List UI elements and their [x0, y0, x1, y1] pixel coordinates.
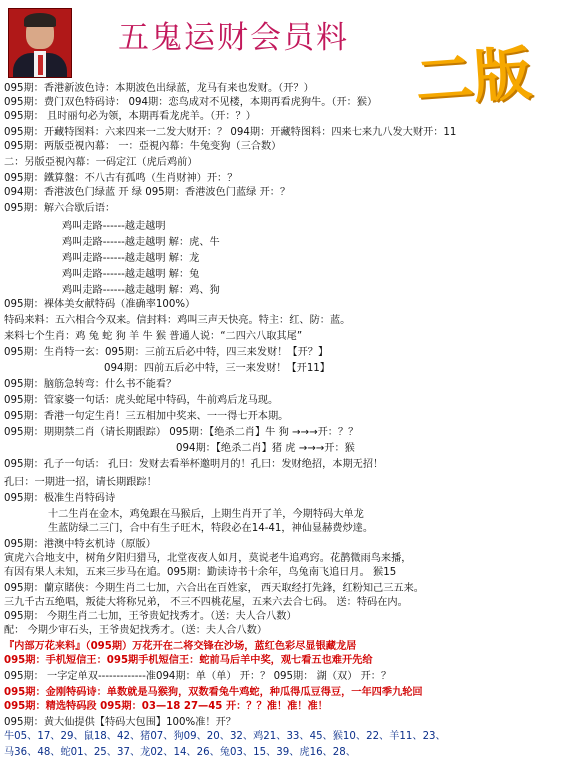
- text-line: 095期：期期禁二肖（请长期跟踪） 095期：【绝杀二肖】牛 狗 →→→开：？？: [4, 427, 359, 438]
- text-line: 095期：两版亞視內幕： 一：亞視內幕：牛兔变狗（三合数）: [4, 141, 282, 152]
- text-line: 095期： 一字定单双-------------准094期：单（单） 开：？ 095期： 湖（双） 开：？: [4, 671, 392, 682]
- text-line: 鸡叫走路------越走越明 解：虎、牛: [62, 237, 220, 248]
- text-line: 095期：裸体美女献特码（准确率100%）: [4, 299, 196, 310]
- text-line: 095期：香港一句定生肖！三五相加中奖来、一一得七开本期。: [4, 411, 289, 422]
- text-line: 095期：管家婆一句话：虎头蛇尾中特码，牛前鸡后龙马现。: [4, 395, 279, 406]
- text-line: 095期：费门双色特码诗： 094期：恋鸟成对不见楼，本期再看虎狗牛。（开：猴）: [4, 97, 378, 108]
- text-line: 095期：精选特码段 095期：03—18 27—45 开：？？准！准！准！: [4, 701, 328, 712]
- text-line: 三九千古五绝唱，叛徒大将称兄弟， 不三不四桃花屋，五来六去合七码。 送：特码在内。: [4, 597, 408, 608]
- text-line: 来料七个生肖：鸡 兔 蛇 狗 羊 牛 猴 普通人说：“二四六八取其尾”: [4, 331, 303, 342]
- edition-stamp: 二版: [413, 39, 534, 115]
- text-line: 094期：【绝杀二肖】猪 虎 →→→开：猴: [176, 443, 355, 454]
- text-line: 特码来料：五六相合今双来。信封料：鸡叫三声天快亮。特主：红、防：蓝。: [4, 315, 351, 326]
- text-line: 094期：香港波色门绿蓝 开 绿 095期：香港波色门蓝绿 开：？: [4, 187, 291, 198]
- text-line: 『内部万花来料』（095期）万花开在二将交锋在沙场，蓝红色彩尽显银藏龙居: [4, 641, 357, 652]
- text-line: 095期：生肖特一玄：095期：三前五后必中特，四三来发财！【开？】: [4, 347, 329, 358]
- page-title: 五鬼运财会员料: [118, 20, 349, 56]
- text-line: 095期：解六合歇后语：: [4, 203, 116, 214]
- text-line: 寅虎六合地支中，树角夕阳归猎马，北堂夜夜人如月，莫说老牛追鸡窍。花鹊微雨鸟来播，: [4, 553, 412, 564]
- text-line: 095期：开藏特图料：六来四来一二发大财开：？ 094期：开藏特图料：四来七来九八发大财开：11: [4, 127, 457, 138]
- text-line: 鸡叫走路------越走越明 解：兔: [62, 269, 200, 280]
- text-line: 马36、48、蛇01、25、37、龙02、14、26、兔03、15、39、虎16、28、: [4, 747, 356, 758]
- text-line: 生蓝防绿二三门，合中有生子旺木，特段必在14-41，神仙显赫费炒達。: [48, 523, 374, 534]
- portrait-tie: [38, 55, 43, 75]
- text-line: 配： 今期少审石头，王爷贵妃找秀才。（送：夫人合八数）: [4, 625, 268, 636]
- text-line: 孔曰：一期进一招，请长期跟踪！: [4, 477, 157, 488]
- text-line: 095期：孔子一句话： 孔曰：发财去看举杯邀明月的！孔曰：发财绝招，本期无招！: [4, 459, 384, 470]
- portrait-hair: [24, 13, 56, 27]
- text-line: 鸡叫走路------越走越明 解：龙: [62, 253, 200, 264]
- text-line: 二：另版亞視內幕：一码定江（虎后鸡前）: [4, 157, 198, 168]
- text-line: 095期：港澳中特玄机诗（原版）: [4, 539, 156, 550]
- text-line: 095期：鐵算盤：不八古有孤鸣（生肖财神）开：？: [4, 173, 238, 184]
- text-line: 095期：蘭京賭侠：今期生肖二七加，六合出在百姓家， 西天取经打先鋒，红粉知己三五来。: [4, 583, 424, 594]
- text-line: 牛05、17、29、鼠18、42、猪07、狗09、20、32、鸡21、33、45、猴10、22、羊11、23、: [4, 731, 446, 742]
- host-portrait: [8, 8, 72, 78]
- text-line: 十二生肖在金木，鸡兔跟在马猴后，上期生肖开了羊，今期特码大单龙: [48, 509, 364, 520]
- text-line: 有因有果人未知，五来三步马在追。095期：勤读诗书十余年，鸟兔南飞追日月。 猴15: [4, 567, 397, 578]
- text-line: 095期：极准生肖特码诗: [4, 493, 116, 504]
- text-line: 094期：四前五后必中特，三一来发财！【开11】: [104, 363, 330, 374]
- text-line: 095期： 今期生肖二七加，王爷贵妃找秀才。（送：夫人合八数）: [4, 611, 297, 622]
- text-line: 095期：香港新波色诗：本期波色出绿蓝，龙马有来也发财。（开？）: [4, 83, 314, 94]
- text-line: 095期：手机短信王：095期手机短信王：蛇前马后羊中奖，观七看五也难开先给: [4, 655, 373, 666]
- text-line: 095期：金刚特码诗：单数就是马猴狗，双数看兔牛鸡蛇，种瓜得瓜豆得豆，一年四季九轮回: [4, 687, 423, 698]
- text-line: 095期：黄大仙提供【特码大包围】100%准！开？: [4, 717, 236, 728]
- text-line: 鸡叫走路------越走越明 解：鸡、狗: [62, 285, 220, 296]
- text-line: 095期： 且时丽句必为领，本期再看龙虎羊。（开：？）: [4, 111, 256, 122]
- text-line: 095期：脑筋急转弯：什么书不能看？: [4, 379, 177, 390]
- text-line: 鸡叫走路------越走越明: [62, 221, 166, 232]
